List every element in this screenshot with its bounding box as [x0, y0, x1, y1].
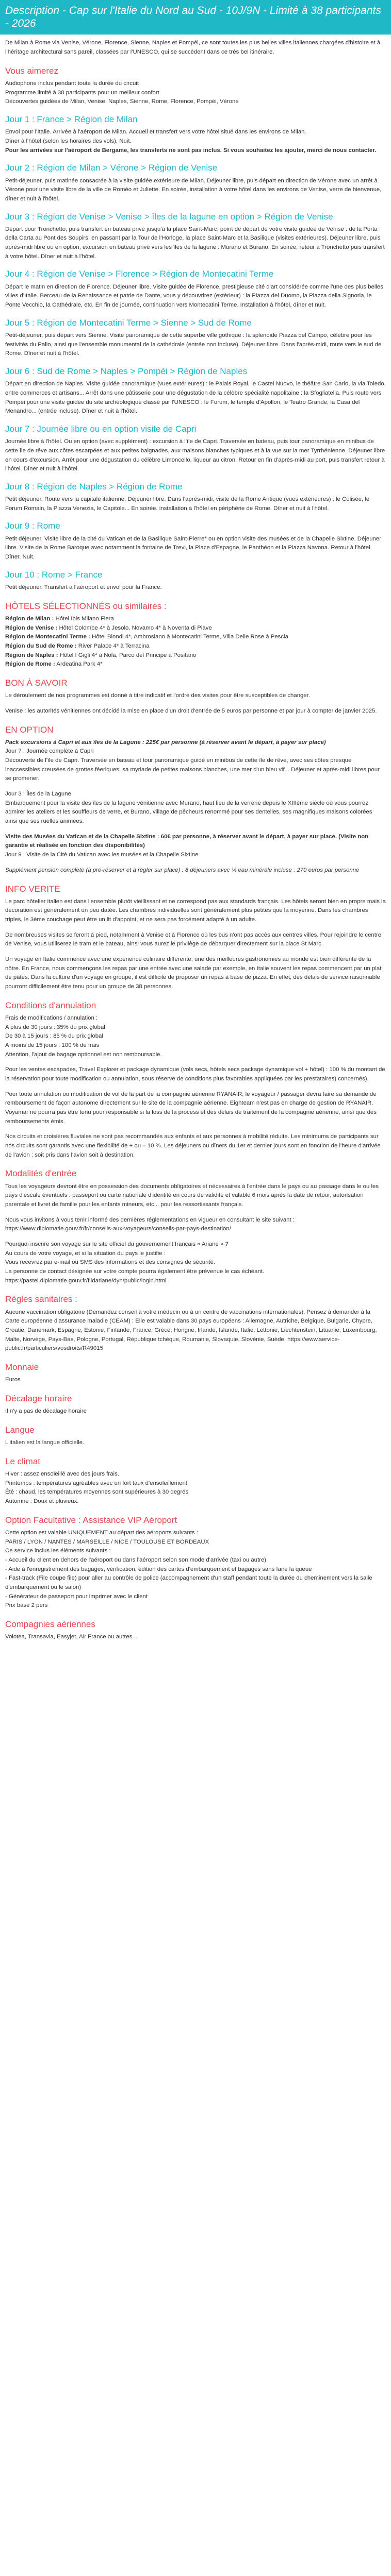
conditions-line: A plus de 30 jours : 35% du prix global [5, 1024, 105, 1030]
day-heading: Jour 4 : Région de Venise > Florence > Région de Montecatini Terme [5, 269, 274, 279]
day-heading: Jour 3 : Région de Venise > Venise > îles de la lagune en option > Région de Venise [5, 211, 333, 222]
heading-vous-aimerez: Vous aimerez [5, 65, 58, 76]
modalites-block [5, 1240, 386, 1285]
option-facultative-line: Prix base 2 pers [5, 1602, 48, 1609]
intro-text: De Milan à Rome via Venise, Vérone, Florence, Sienne, Naples et Pompéi, ce sont toutes les plus belles villes italiennes chargées d'histoire et à l'héritage architectural sans pareil, classées par l'UNESCO, qui se succèdent dans ce très bel itinéraire. [5, 40, 381, 56]
option-facultative-line: - Fast-track (File coupe file) pour aller au contrôle de police (accompagnement d'un staff pendant toute la durée du cheminement vers la salle d'embarquement ou le salon) [5, 1575, 372, 1591]
heading-langue: Langue [5, 1425, 35, 1435]
heading-info-verite: INFO VERITE [5, 884, 60, 894]
option-capri-line: Découverte de l'île de Capri. Traversée en bateau et tour panoramique guidé en minibus de cette île de rêve, avec ses côtes presque inaccessibles creusées de grottes féeriques, sa myriade de petites maisons blanches, une mer d'un bleu vif... Déjeuner et après-midi libres pour se promener. [5, 757, 380, 782]
day-line: Petit déjeuner. Route vers la capitale italienne. Déjeuner libre. Dans l'après-midi, visite de la Rome Antique (vues extérieures) : le Colisée, le Forum Romain, la Piazza Venezia, le Capitole... En soirée, installation à l'hôtel en périphérie de Rome. Dîner et nuit à l'hôtel. [5, 496, 370, 512]
modalites-line: Vous recevrez par e-mail ou SMS des informations et des consignes de sécurité. [5, 1259, 216, 1266]
heading-option-facultative: Option Facultative : Assistance VIP Aéroport [5, 1515, 177, 1525]
content [0, 39, 391, 1664]
day-heading: Jour 8 : Région de Naples > Région de Rome [5, 481, 183, 492]
day-description [5, 177, 386, 204]
option-facultative-block [5, 1529, 386, 1611]
info-text-1: Le parc hôtelier italien est dans l'ensemble plutôt vieillissant et ne correspond pas aux standards français. Les hôtels seront bien en propre mais la décoration est généralement un peu datée. Les chambres individuelles sont généralement plus petites que la moyenne. Dans les chambres triples, le 3ème couchage peut être un lit d'appoint, et ne sera pas forcément adapté à un adulte. [5, 898, 386, 923]
day-heading: Jour 7 : Journée libre ou en option visite de Capri [5, 423, 197, 434]
info-text-2: De nombreuses visites se feront à pied, notamment à Venise et à Florence où les bus n'ont pas accès aux centres villes. Pour rejoindre le centre de Venise, vous utiliserez le tram et le bateau, ainsi vous aurez le privilège de débarquer directement sur la place St Marc. [5, 931, 382, 947]
option-lagune [5, 790, 386, 826]
day-description [5, 225, 386, 262]
day-note: Pour les arrivées sur l'aéroport de Bergame, les transferts ne sont pas inclus. Si vous souhaitez les ajouter, merci de nous contacter. [5, 147, 377, 154]
hotel-region: Région de Naples : [5, 652, 58, 658]
modalites-line: La personne de contact désignée sur votre compte pourra également être prévenue le cas échéant. [5, 1268, 265, 1275]
langue-text: L'italien est la langue officielle. [5, 1439, 85, 1446]
day-heading: Jour 2 : Région de Milan > Vérone > Région de Venise [5, 163, 218, 173]
modalites-line: Pourquoi inscrire son voyage sur le site officiel du gouvernement français « Ariane » ? [5, 1241, 229, 1248]
aimerez-line: Découvertes guidées de Milan, Venise, Naples, Sienne, Rome, Florence, Pompéi, Vérone [5, 98, 239, 105]
day-line: Petit déjeuner. Visite libre de la cité du Vatican et de la Basilique Saint-Pierre* ou en option visite des musées et de la Chapelle Sixtine. Déjeuner libre. Visite de la Rome Baroque avec notamment la fontaine de Trevi, la Place d'Espagne, le Panthéon et la Piazza Navona. Retour à l'hôtel. Dîner. Nuit. [5, 535, 382, 561]
modalites-text-1: Tous les voyageurs devront être en possession des documents obligatoires et nécessaires à l'entrée dans le pays ou au passage dans le ou les pays d'escale éventuels : passeport ou carte nationale d'identité en cours de validité et valable 6 mois après la date de retour, autorisation parentale et livret de famille pour les enfants mineurs, etc... pour les ressortissants français. [5, 1183, 379, 1208]
day-heading: Jour 6 : Sud de Rome > Naples > Pompéi > Région de Naples [5, 366, 248, 376]
day-line: Journée libre à l'hôtel. Ou en option (avec supplément) : excursion à l'île de Capri. Traversée en bateau, puis tour panoramique en minibus de cette île de rêve aux côtes escarpées et aux petites baignades, aux maisons blanches typiques et à la vue sur la mer Tyrrhénienne. Déjeuner libre en cours d'excursion. Arrêt pour une dégustation du célèbre Limoncello, liqueur au citron. Retour en fin d'après-midi au port, puis transfert retour à l'hôtel. Dîner et nuit à l'hôtel. [5, 438, 385, 472]
savoir-text-1: Le déroulement de nos programmes est donné à titre indicatif et l'ordre des visites pour être susceptibles de changer. [5, 692, 311, 699]
heading-hotels: HÔTELS SÉLECTIONNÉS ou similaires : [5, 601, 167, 611]
hotel-row [5, 624, 386, 633]
decalage-text: Il n'y a pas de décalage horaire [5, 1408, 87, 1415]
hotel-name: Hôtel Colombe 4* à Jesolo, Novamo 4* à Noventa di Piave [59, 624, 212, 631]
hotel-row [5, 633, 386, 642]
info-text-3: Un voyage en Italie commence avec une expérience culinaire différente, une des meilleures gastronomies au monde est bien différente de la nôtre. En France, nous commençons les repas par une entrée avec une salade par exemple, en Italie souvent les repas commencent par un plat de pâtes. Dans la culture d'un voyage en groupe, il est difficile de proposer un repas à base de pizza. En effet, des délais de service raisonnable pourront difficilement être tenu pour un groupe de 38 personnes. [5, 956, 382, 990]
day-line: Envol pour l'Italie. Arrivée à l'aéroport de Milan. Accueil et transfert vers votre hôtel situé dans les environs de Milan. [5, 129, 306, 135]
modalites-line: https://pastel.diplomatie.gouv.fr/fildariane/dyn/public/login.html [5, 1277, 167, 1284]
hotel-name: River Palace 4* à Terracina [78, 642, 150, 649]
option-facultative-line: - Générateur de passeport pour imprimer avec le client [5, 1593, 148, 1600]
option-facultative-line: - Aide à l'enregistrement des bagages, vérification, édition des cartes d'embarquement et bagages sans faire la queue [5, 1566, 312, 1572]
day-heading: Jour 10 : Rome > France [5, 569, 103, 580]
hotel-name: Hôtel I Gigli 4* à Nola, Parco del Principe à Positano [59, 652, 197, 658]
day-description [5, 535, 386, 562]
day-line: Départ en direction de Naples. Visite guidée panoramique (vues extérieures) : le Palais Royal, le Castel Nuovo, le théâtre San Carlo, la via Toledo, entre commerces et artisans... Arrêt dans une pâtisserie pour une dégustation de la célèbre spécialité napolitaine : la Sfogliatella. Puis route vers Pompéi pour une visite guidée du site archéologique classé par l'UNESCO : le Forum, le temple d'Apollon, le Teatro Grande, la Casa del Menandro... (entrée incluse). Dîner et nuit à l'hôtel. [5, 381, 386, 415]
hotel-row [5, 651, 386, 660]
climat-line: Hiver : assez ensoleillé avec des jours frais. [5, 1471, 119, 1478]
option-vatican-line: Jour 9 : Visite de la Cité du Vatican avec les musées et la Chapelle Sixtine [5, 852, 199, 858]
heading-conditions: Conditions d'annulation [5, 1000, 96, 1010]
day-description [5, 495, 386, 513]
conditions-line: Attention, l'ajout de bagage optionnel est non remboursable. [5, 1051, 162, 1058]
hotel-name: Hôtel Biondi 4*, Ambrosiano à Montecatini Terme, Villa Delle Rose à Pescia [92, 634, 288, 640]
hotel-region: Région de Venise : [5, 624, 58, 631]
aimerez-line: Audiophone inclus pendant toute la durée du circuit [5, 80, 139, 87]
day-line: Dîner à l'hôtel (selon les horaires des vols). Nuit. [5, 138, 132, 144]
page-title: Description - Cap sur l'Italie du Nord au Sud - 10J/9N - Limité à 38 participants - 2026 [0, 0, 391, 35]
conditions-text-2: Pour les ventes escapades, Travel Explorer et package dynamique (vols secs, hôtels secs package dynamique vol + hôtel) : 100 % du montant de la réservation pour toute modification ou annulation, sous réserve de conditions plus favorables appliquées par les prestataires) concernés). [5, 1066, 385, 1082]
compagnies-text: Volotea, Transavia, Easyjet, Air France ou autres... [5, 1634, 137, 1640]
hotel-row [5, 615, 386, 624]
aimerez-block [5, 79, 386, 107]
hotels-list [5, 615, 386, 669]
day-line: Petit-déjeuner, puis départ vers Sienne. Visite panoramique de cette superbe ville gothique : la splendide Piazza del Campo, célèbre pour les festivités du Palio, ainsi que l'ensemble monumental de la cathédrale (entrée non incluse). Déjeuner libre. Dans l'après-midi, route vers le sud de Rome. Dîner et nuit à l'hôtel. [5, 332, 382, 357]
day-description [5, 583, 386, 592]
conditions-text-4: Nos circuits et croisières fluviales ne sont pas recommandés aux enfants et aux personnes à mobilité réduite. Les minimums de participants sur nos circuits sont garantis avec une flexibilité de + ou – 10 %. Les déjeuners ou dîners du 1er et dernier jours sont en fonction de l'heure d'arrivée de l'avion : soit pris dans l'avion soit à destination. [5, 1133, 381, 1158]
heading-en-option: EN OPTION [5, 724, 54, 735]
conditions-line: A moins de 15 jours : 100 % de frais [5, 1042, 100, 1049]
hotel-region: Région de Milan : [5, 615, 54, 622]
day-description [5, 331, 386, 359]
option-facultative-line: Ce service inclus les éléments suivants : [5, 1548, 111, 1554]
heading-modalites: Modalités d'entrée [5, 1168, 77, 1179]
heading-bon-a-savoir: BON À SAVOIR [5, 677, 68, 688]
day-line: Départ pour Tronchetto, puis transfert en bateau privé jusqu'à la place Saint-Marc, point de départ de votre visite guidée de Venise : de la Porta della Carta au Pont des Soupirs, en passant par la Tour de l'Horloge, la place Saint-Marc et la Basilique (visites extérieures). Déjeuner libre, puis après-midi libre ou en option, excursion en bateau privé vers les îles de la lagune : Murano et Burano. En soirée, retour à Tronchetto puis transfert à votre hôtel. Dîner et nuit à l'hôtel. [5, 226, 385, 260]
climat-line: Printemps : températures agréables avec un fort taux d'ensoleillement. [5, 1480, 189, 1486]
modalites-line: Au cours de votre voyage, et si la situation du pays le justifie : [5, 1250, 166, 1257]
hotel-region: Région de Rome : [5, 661, 55, 668]
option-facultative-line: PARIS / LYON / NANTES / MARSEILLE / NICE / TOULOUSE ET BORDEAUX [5, 1538, 209, 1545]
regles-text: Aucune vaccination obligatoire (Demandez conseil à votre médecin ou à un centre de vaccinations internationales). Pensez à demander à la Carte européenne d'assurance maladie (CEAM) : Elle est valable dans 30 pays européens : Allemagne, Autriche, Belgique, Bulgarie, Chypre, Croatie, Danemark, Espagne, Estonie, Finlande, France, Grèce, Hongrie, Irlande, Islande, Italie, Lettonie, Liechtenstein, Lituanie, Luxembourg, Malte, Norvège, Pays-Bas, Pologne, Portugal, République tchèque, Roumanie, Slovaquie, Slovénie, Suède. https://www.service-public.fr/particuliers/vosdroits/R49015 [5, 1309, 377, 1352]
hotel-region: Région de Montecatini Terme : [5, 634, 90, 640]
option-capri-line: Jour 7 : Journée complète à Capri [5, 748, 94, 755]
day-description [5, 283, 386, 310]
option-capri [5, 738, 386, 784]
option-lagune-line: Embarquement pour la visite des îles de la lagune vénitienne avec Murano, haut lieu de la verrerie depuis le XIIIème siècle où vous pourrez admirer les ateliers et les souffleurs de verre, et Burano, village de pêcheurs renommé pour ses dentelles, ses magnifiques maisons colorées ainsi que ses ruelles animées. [5, 800, 372, 825]
hotel-row [5, 660, 386, 669]
itinerary [5, 114, 386, 592]
day-heading: Jour 9 : Rome [5, 521, 60, 531]
conditions-line: De 30 à 15 jours : 85 % du prix global [5, 1033, 103, 1040]
option-lagune-line: Jour 3 : Îles de la Lagune [5, 791, 71, 798]
climat-line: Automne : Doux et pluvieux. [5, 1498, 79, 1505]
conditions-block [5, 1014, 386, 1059]
savoir-text-2: Venise : les autorités vénitiennes ont décidé la mise en place d'un droit d'entrée de 5 euros par personne et par jour à compter de janvier 2025. [5, 707, 377, 714]
hotel-region: Région du Sud de Rome : [5, 642, 77, 649]
option-facultative-line: - Accueil du client en dehors de l'aéroport ou dans l'aéroport selon son mode d'arrivée (taxi ou autre) [5, 1557, 267, 1563]
day-description [5, 128, 386, 155]
heading-climat: Le climat [5, 1456, 41, 1466]
day-heading: Jour 5 : Région de Montecatini Terme > Sienne > Sud de Rome [5, 317, 252, 328]
hotel-name: Hôtel Ibis Milano Fiera [55, 615, 114, 622]
day-description [5, 437, 386, 474]
day-line: Petit déjeuner. Transfert à l'aéroport et envol pour la France. [5, 584, 162, 590]
heading-regles-sanitaires: Règles sanitaires : [5, 1294, 77, 1304]
heading-compagnies: Compagnies aériennes [5, 1619, 95, 1630]
climat-line: Été : chaud, les températures moyennes sont supérieures à 30 degrés [5, 1489, 189, 1496]
conditions-text-3: Pour toute annulation ou modification de vol de la part de la compagnie aérienne RYANAIR, le voyageur / passager devra faire sa demande de remboursement de façon autonome directement sur le site de la compagnie aérienne. Eighteam n'est pas en charge de gestion de RYANAIR. Voyamar ne pourra pas être tenu pour responsable si la loss de la process et des délais de traitement de la compagnie aérienne, ainsi que des remboursements émis. [5, 1091, 377, 1125]
heading-decalage: Décalage horaire [5, 1393, 72, 1403]
supplement-text: Supplément pension complète (à pré-réserver et à régler sur place) : 8 déjeuners avec ¼ eau minérale incluse : 270 euros par personne [5, 867, 360, 873]
option-vatican [5, 833, 386, 860]
day-line: Petit-déjeuner, puis matinée consacrée à la visite guidée extérieure de Milan. Déjeuner libre, puis départ en direction de Vérone avec un arrêt à Vérone pour une visite libre de la ville de Roméo et Juliette. En soirée, installation à votre hôtel dans les environs de Venise, verre de bienvenue, dîner et nuit à l'hôtel. [5, 177, 382, 202]
climat-block [5, 1470, 386, 1506]
heading-monnaie: Monnaie [5, 1362, 39, 1372]
hotel-row [5, 642, 386, 651]
hotel-name: Ardeatina Park 4* [56, 661, 103, 668]
modalites-text-2: Nous vous invitons à vous tenir informé des dernières réglementations en vigueur en consultant le site suivant : https://www.diplomatie.gouv.fr/fr/conseils-aux-voyageurs/conseils-par-pays-destination/ [5, 1216, 295, 1232]
option-facultative-line: Cette option est valable UNIQUEMENT au départ des aéroports suivants : [5, 1529, 198, 1536]
option-vatican-title: Visite des Musées du Vatican et de la Chapelle Sixtine : 60€ par personne, à réserver avant le départ, à payer sur place. (Visite non garantie et réalisée en fonction des disponibilités) [5, 833, 369, 849]
day-line: Départ le matin en direction de Florence. Déjeuner libre. Visite guidée de Florence, prestigieuse cité d'art considérée comme l'une des plus belles villes d'Italie. Berceau de la Renaissance et patrie de Dante, vous y découvrirez (extérieur) : la Piazza del Duomo, la Piazza della Signoria, le Ponte Vecchio, la Cathédrale, etc. En fin de journée, continuation vers Montecatini Terme. Installation à l'hôtel, dîner et nuit. [5, 283, 383, 309]
day-description [5, 380, 386, 416]
aimerez-line: Programme limité à 38 participants pour un meilleur confort [5, 89, 159, 96]
day-heading: Jour 1 : France > Région de Milan [5, 114, 138, 124]
option-capri-title: Pack excursions à Capri et aux îles de la Lagune : 225€ par personne (à réserver avant le départ, à payer sur place) [5, 739, 326, 745]
conditions-line: Frais de modifications / annulation : [5, 1015, 98, 1022]
monnaie-text: Euros [5, 1377, 21, 1383]
